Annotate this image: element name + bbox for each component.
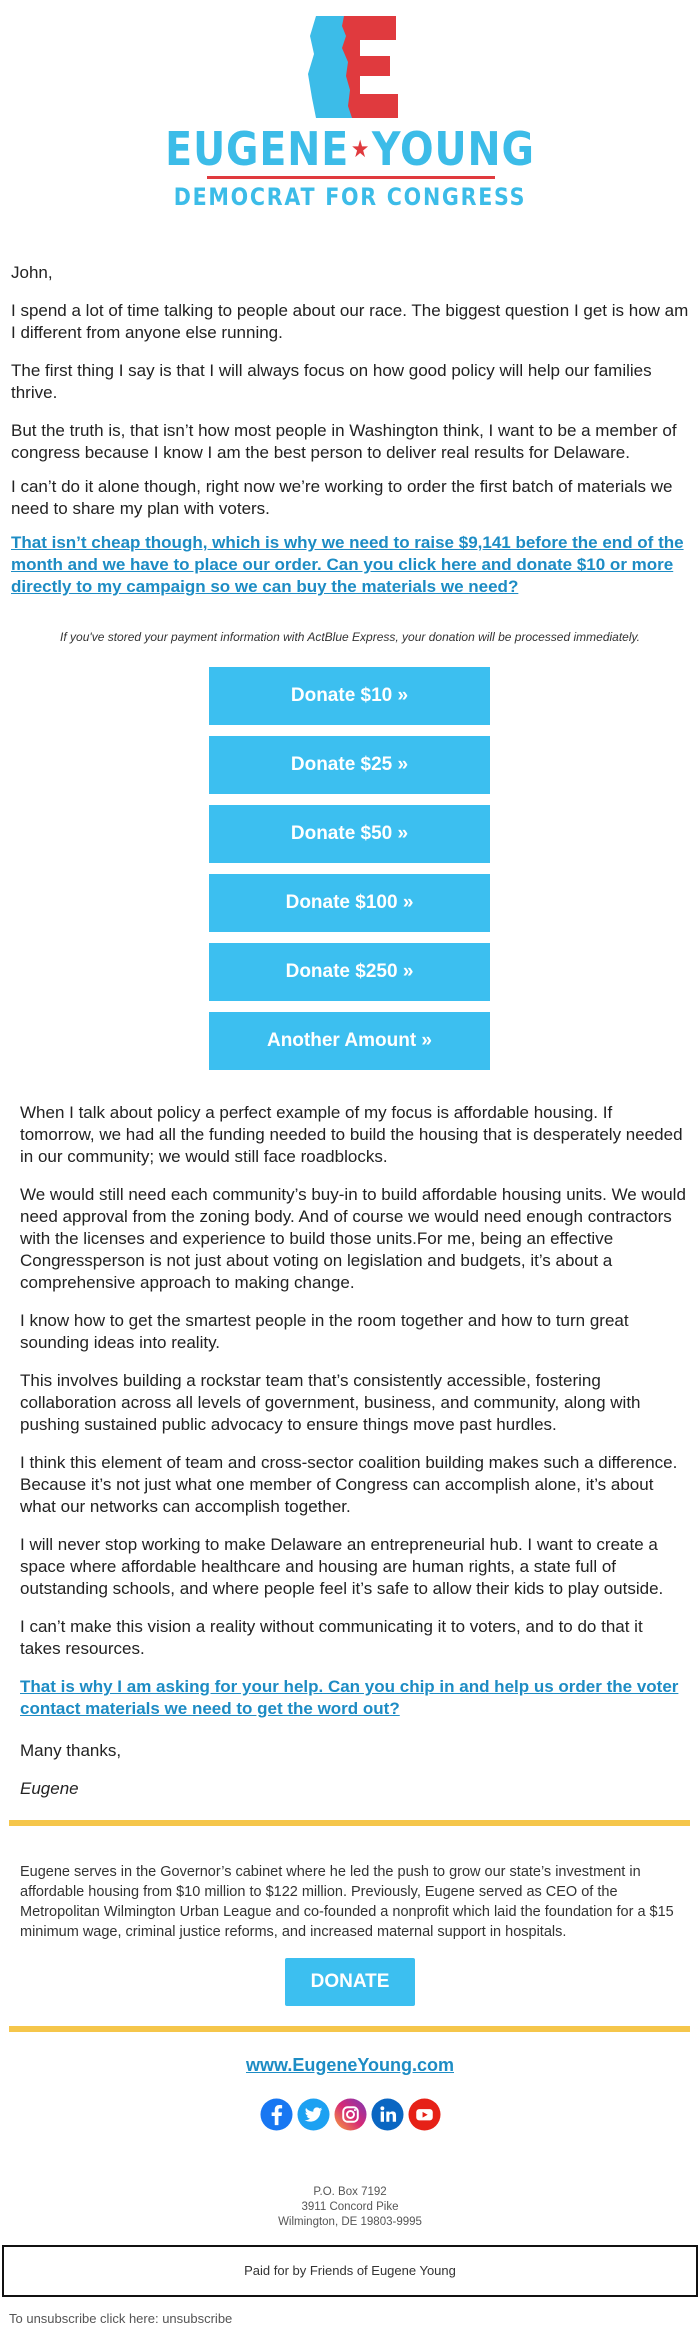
paragraph-6: We would still need each community’s buy-in to build affordable housing units. We would need approval from the zoning body. And of course we would need enough contractors with the licenses and experience to build those units.For me, being an effective Congressperson is not just about voting on legislation and budgets, it’s about a comprehensive approach to making change. [20,1185,686,1292]
paragraph-9: I think this element of team and cross-sector coalition building makes such a difference. Because it’s not just what one member of Congress can accomplish alone, it’s about what our networks can accomplish together. [20,1453,678,1516]
actblue-disclaimer: If you've stored your payment information with ActBlue Express, your donation will be processed immediately. [60,630,640,644]
logo-divider [207,176,495,179]
paragraph-4: I can’t do it alone though, right now we’re working to order the first batch of materials we need to share my plan with voters. [11,477,673,518]
logo-first-name: EUGENE [165,122,350,176]
gold-divider-bottom [9,2026,690,2032]
cta-link-chip-in[interactable]: That is why I am asking for your help. Can you chip in and help us order the voter contact materials we need to get the word out? [20,1677,679,1718]
greeting: John, [11,263,53,282]
donate-25-button[interactable]: Donate $25 » [209,736,490,794]
linkedin-icon[interactable] [371,2098,404,2131]
logo-tagline: DEMOCRAT FOR CONGRESS [173,183,527,211]
cta-link-1-wrap [11,532,691,598]
address-line-1: P.O. Box 7192 [313,2186,387,2198]
twitter-icon[interactable] [297,2098,330,2131]
paragraph-2: The first thing I say is that I will always focus on how good policy will help our families thrive. [11,361,652,402]
cta-link-donate[interactable]: That isn’t cheap though, which is why we need to raise $9,141 before the end of the month and we have to place our order. Can you click here and donate $10 or more directly to my campaign so we can buy the materials we need? [11,533,684,596]
unsubscribe-prefix: To unsubscribe click here: [9,2311,163,2326]
signoff: Many thanks, [20,1741,122,1760]
mailing-address [0,2185,700,2230]
paid-for-disclaimer: Paid for by Friends of Eugene Young [2,2245,698,2297]
delaware-e-logo-icon [298,14,402,120]
cta-link-2-wrap [20,1676,688,1720]
signature: Eugene [20,1779,79,1798]
paragraph-10: I will never stop working to make Delaware an entrepreneurial hub. I want to create a space where affordable healthcare and housing are human rights, a state full of outstanding schools, and where people feel it’s safe to allow their kids to play outside. [20,1535,664,1598]
red-star-icon: ★ [350,135,371,163]
unsubscribe-link[interactable]: unsubscribe [162,2311,233,2326]
paragraph-8: This involves building a rockstar team that’s consistently accessible, fostering collaboration across all levels of government, business, and community, along with pushing sustained public advocacy to ensure things move past hurdles. [20,1371,641,1434]
instagram-icon[interactable] [334,2098,367,2131]
address-line-3: Wilmington, DE 19803-9995 [278,2216,422,2228]
paragraph-5: When I talk about policy a perfect example of my focus is affordable housing. If tomorrow, we had all the funding needed to build the housing that is desperately needed in our community; we would still face roadblocks. [20,1103,683,1166]
footer-donate-button[interactable]: DONATE [285,1958,415,2006]
youtube-icon[interactable] [408,2098,441,2131]
candidate-bio: Eugene serves in the Governor’s cabinet where he led the push to grow our state’s investment in affordable housing from $10 million to $122 million. Previously, Eugene served as CEO of the Metropolitan Wilmington Urban League and co-founded a nonprofit which laid the foundation for a $15 minimum wage, criminal justice reforms, and increased maternal support in hospitals. [20,1864,674,1940]
paragraph-1: I spend a lot of time talking to people about our race. The biggest question I get is how am I different from anyone else running. [11,301,689,342]
campaign-logo [0,0,700,230]
donate-100-button[interactable]: Donate $100 » [209,874,490,932]
donate-10-button[interactable]: Donate $10 » [209,667,490,725]
donate-another-amount-button[interactable]: Another Amount » [209,1012,490,1070]
address-line-2: 3911 Concord Pike [301,2201,399,2213]
donate-250-button[interactable]: Donate $250 » [209,943,490,1001]
facebook-icon[interactable] [260,2098,293,2131]
unsubscribe-line [9,2311,232,2326]
paragraph-7-bold: I know how to get the smartest people in the room together and how to turn great sounding ideas into reality. [20,1311,629,1352]
gold-divider-top [9,1820,690,1826]
paragraph-3: But the truth is, that isn’t how most people in Washington think, I want to be a member of congress because I know I am the best person to deliver real results for Delaware. [11,421,677,462]
social-icons [260,2098,440,2132]
logo-candidate-name [49,122,651,176]
donate-50-button[interactable]: Donate $50 » [209,805,490,863]
logo-last-name: YOUNG [371,122,535,176]
website-link[interactable]: www.EugeneYoung.com [245,2055,454,2075]
paragraph-11: I can’t make this vision a reality without communicating it to voters, and to do that it takes resources. [20,1617,643,1658]
